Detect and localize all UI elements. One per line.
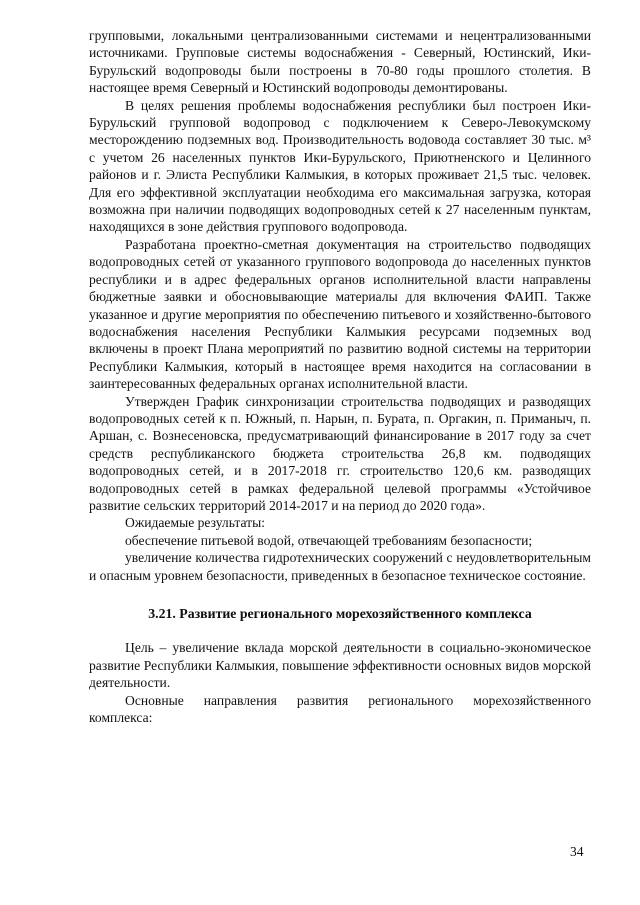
- paragraph-water-systems: групповыми, локальными централизованными системами и нецентрализованными источниками. Групповые системы водоснабжения - Северный, Юстинский, Ики-Бурульский водопроводы были построены в 70-80 годы прошлого столетия. В настоящее время Северный и Юстинский водопроводы демонтированы.: [89, 28, 591, 96]
- section-heading: 3.21. Развитие регионального морехозяйственного комплекса: [148, 606, 532, 621]
- paragraph-result-hydraulic-structures: увеличение количества гидротехнических сооружений с неудовлетворительным и опасным уровнем безопасности, приведенных в безопасное техническое состояние.: [89, 550, 591, 583]
- paragraph-design-documentation: Разработана проектно-сметная документация на строительство подводящих водопроводных сетей от указанного группового водопровода до населенных пунктов республики и в адрес федеральных органов исполнительной власти направлены бюджетные заявки и обосновывающие материалы для включения ФАИП. Также указанное и другие мероприятия по обеспечению питьевого и хозяйственно-бытового водоснабжения населения Республики Калмыкия ресурсами подземных вод включены в проект Плана мероприятий по развитию водной системы на территории Республики Калмыкия, который в настоящее время находится на согласовании в заинтересованных федеральных органах исполнительной власти.: [89, 236, 591, 392]
- page-number: 34: [570, 844, 584, 859]
- paragraph-goal: Цель – увеличение вклада морской деятельности в социально-экономическое развитие Республики Калмыкия, повышение эффективности основных видов морской деятельности.: [89, 640, 591, 691]
- page-body: [89, 27, 591, 726]
- paragraph-main-directions: Основные направления развития регионального морехозяйственного комплекса:: [89, 692, 591, 726]
- paragraph-construction-schedule: Утвержден График синхронизации строительства подводящих и разводящих водопроводных сетей к п. Южный, п. Нарын, п. Бурата, п. Оргакин, п. Приманыч, п. Аршан, с. Вознесеновска, предусматривающий финансирование в 2017 году за счет средств республиканского бюджета строительства 26,8 км. подводящих водопроводных сетей, и в 2017-2018 гг. строительство 120,6 км. разводящих водопроводных сетей в рамках федеральной целевой программы «Устойчивое развитие сельских территорий 2014-2017 и на период до 2020 года».: [89, 393, 591, 513]
- paragraph-expected-results: Ожидаемые результаты:: [125, 515, 266, 531]
- paragraph-iki-burul-pipeline: В целях решения проблемы водоснабжения республики был построен Ики-Бурульский групповой водопровод с подключением к Северо-Левокумскому месторождению подземных вод. Производительность водовода составляет 30 тыс. м³ с учетом 26 населенных пунктов Ики-Бурульского, Приютненского и Целинного районов и г. Элиста Республики Калмыкия, в которых проживает 21,5 тыс. человек. Для его эффективной эксплуатации необходима его максимальная загрузка, которая возможна при наличии подводящих водопроводных сетей к 27 населенным пунктам, находящихся в зоне действия группового водопровода.: [89, 97, 591, 235]
- paragraph-result-drinking-water: обеспечение питьевой водой, отвечающей требованиям безопасности;: [125, 532, 533, 548]
